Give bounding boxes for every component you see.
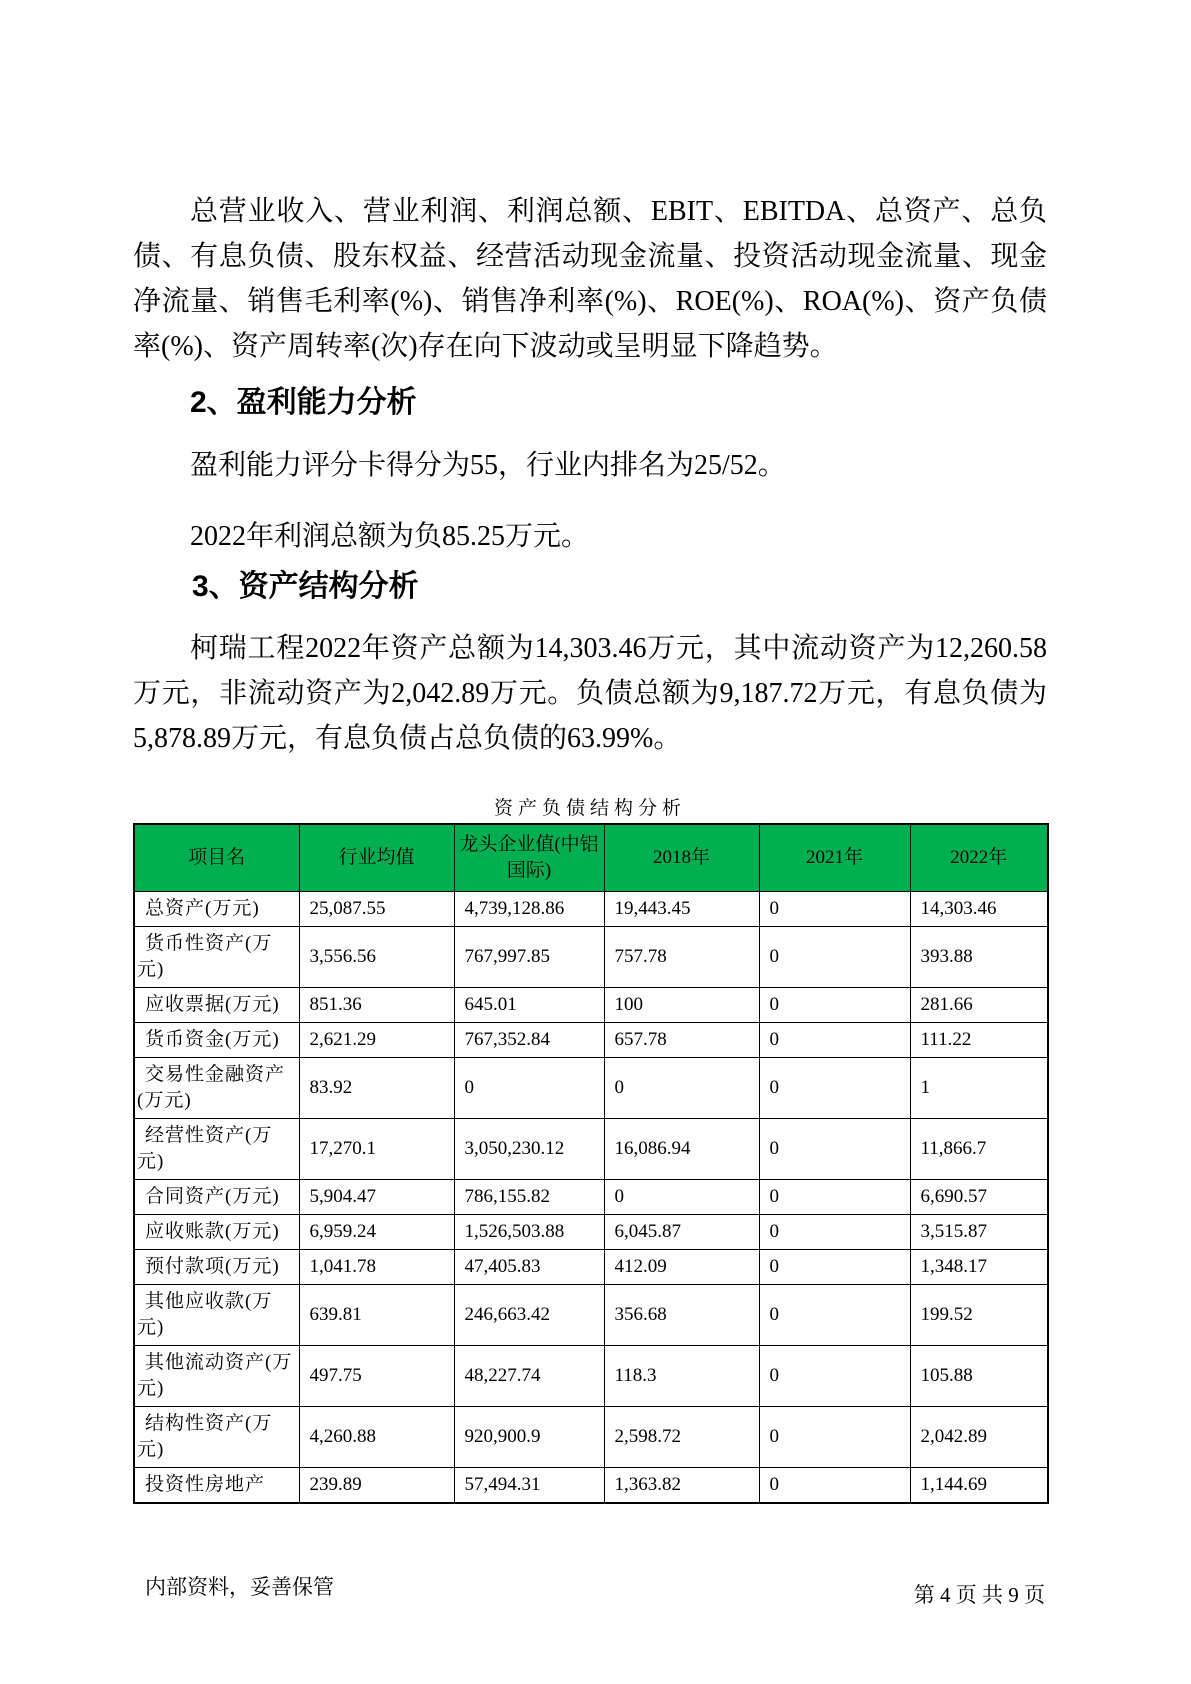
table-cell: 0 xyxy=(759,1285,910,1346)
row-label: 结构性资产(万元) xyxy=(134,1407,299,1468)
column-header: 2021年 xyxy=(759,824,910,892)
table-cell: 757.78 xyxy=(604,927,759,988)
table-cell: 0 xyxy=(759,1346,910,1407)
table-cell: 4,260.88 xyxy=(299,1407,454,1468)
paragraph-asset-structure: 柯瑞工程2022年资产总额为14,303.46万元，其中流动资产为12,260.58万元，非流动资产为2,042.89万元。负债总额为9,187.72万元，有息负债为5,878.89万元，有息负债占总负债的63.99%。 xyxy=(133,633,1047,754)
table-cell: 393.88 xyxy=(910,927,1048,988)
paragraph-trend-metrics: 总营业收入、营业利润、利润总额、EBIT、EBITDA、总资产、总负债、有息负债、股东权益、经营活动现金流量、投资活动现金流量、现金净流量、销售毛利率(%)、销售净利率(%)、ROE(%)、ROA(%)、资产负债率(%)、资产周转率(次)存在向下波动或呈明显下降趋势。 xyxy=(133,196,1047,362)
table-row xyxy=(134,988,1048,1023)
row-label: 交易性金融资产(万元) xyxy=(134,1058,299,1119)
table-cell: 0 xyxy=(759,1119,910,1180)
table-cell: 645.01 xyxy=(454,988,604,1023)
table-cell: 4,739,128.86 xyxy=(454,892,604,927)
row-label: 预付款项(万元) xyxy=(134,1250,299,1285)
footer-confidential-note: 内部资料，妥善保管 xyxy=(145,1576,334,1599)
table-cell: 786,155.82 xyxy=(454,1180,604,1215)
table-cell: 6,959.24 xyxy=(299,1215,454,1250)
table-cell: 2,042.89 xyxy=(910,1407,1048,1468)
table-cell: 16,086.94 xyxy=(604,1119,759,1180)
table-row xyxy=(134,892,1048,927)
table-title: 资产负债结构分析 xyxy=(493,798,686,819)
table-cell: 11,866.7 xyxy=(910,1119,1048,1180)
table-cell: 239.89 xyxy=(299,1468,454,1504)
table-row xyxy=(134,1346,1048,1407)
table-row xyxy=(134,927,1048,988)
table-cell: 0 xyxy=(604,1180,759,1215)
table-row xyxy=(134,1407,1048,1468)
row-label: 货币性资产(万元) xyxy=(134,927,299,988)
column-header: 龙头企业值(中铝国际) xyxy=(454,824,604,892)
row-label: 应收票据(万元) xyxy=(134,988,299,1023)
table-row xyxy=(134,1250,1048,1285)
table-cell: 281.66 xyxy=(910,988,1048,1023)
table-row xyxy=(134,1468,1048,1504)
footer-page-number: 第 4 页 共 9 页 xyxy=(913,1583,1045,1607)
table-cell: 57,494.31 xyxy=(454,1468,604,1504)
table-cell: 17,270.1 xyxy=(299,1119,454,1180)
table-cell: 111.22 xyxy=(910,1023,1048,1058)
table-cell: 497.75 xyxy=(299,1346,454,1407)
table-cell: 412.09 xyxy=(604,1250,759,1285)
table-cell: 2,621.29 xyxy=(299,1023,454,1058)
table-cell: 0 xyxy=(759,988,910,1023)
table-body xyxy=(134,892,1048,1504)
table-cell: 0 xyxy=(759,1407,910,1468)
section-heading-asset-structure: 3、资产结构分析 xyxy=(192,570,419,603)
table-cell: 657.78 xyxy=(604,1023,759,1058)
table-cell: 639.81 xyxy=(299,1285,454,1346)
column-header: 行业均值 xyxy=(299,824,454,892)
table-cell: 3,515.87 xyxy=(910,1215,1048,1250)
table-cell: 356.68 xyxy=(604,1285,759,1346)
row-label: 合同资产(万元) xyxy=(134,1180,299,1215)
table-cell: 47,405.83 xyxy=(454,1250,604,1285)
column-header: 项目名 xyxy=(134,824,299,892)
row-label: 其他应收款(万元) xyxy=(134,1285,299,1346)
table-cell: 0 xyxy=(759,1180,910,1215)
column-header: 2018年 xyxy=(604,824,759,892)
table-cell: 3,050,230.12 xyxy=(454,1119,604,1180)
table-cell: 0 xyxy=(759,1250,910,1285)
table-cell: 19,443.45 xyxy=(604,892,759,927)
table-header-row xyxy=(134,824,1048,892)
column-header: 2022年 xyxy=(910,824,1048,892)
table-row xyxy=(134,1285,1048,1346)
table-cell: 767,997.85 xyxy=(454,927,604,988)
table-row xyxy=(134,1119,1048,1180)
table-row xyxy=(134,1180,1048,1215)
table-cell: 0 xyxy=(454,1058,604,1119)
table-cell: 1,348.17 xyxy=(910,1250,1048,1285)
table-cell: 6,690.57 xyxy=(910,1180,1048,1215)
table-cell: 100 xyxy=(604,988,759,1023)
table-cell: 2,598.72 xyxy=(604,1407,759,1468)
section-heading-profitability: 2、盈利能力分析 xyxy=(190,386,417,419)
table-cell: 1 xyxy=(910,1058,1048,1119)
table-cell: 25,087.55 xyxy=(299,892,454,927)
table-cell: 3,556.56 xyxy=(299,927,454,988)
table-cell: 0 xyxy=(759,1023,910,1058)
row-label: 其他流动资产(万元) xyxy=(134,1346,299,1407)
table-cell: 199.52 xyxy=(910,1285,1048,1346)
table-cell: 105.88 xyxy=(910,1346,1048,1407)
row-label: 总资产(万元) xyxy=(134,892,299,927)
table-cell: 118.3 xyxy=(604,1346,759,1407)
table-cell: 1,144.69 xyxy=(910,1468,1048,1504)
table-cell: 851.36 xyxy=(299,988,454,1023)
table-cell: 246,663.42 xyxy=(454,1285,604,1346)
table-cell: 0 xyxy=(759,1468,910,1504)
row-label: 货币资金(万元) xyxy=(134,1023,299,1058)
table-row xyxy=(134,1058,1048,1119)
table-cell: 0 xyxy=(604,1058,759,1119)
table-cell: 83.92 xyxy=(299,1058,454,1119)
table-cell: 6,045.87 xyxy=(604,1215,759,1250)
asset-liability-table xyxy=(133,823,1049,1504)
table-cell: 14,303.46 xyxy=(910,892,1048,927)
table-row xyxy=(134,1215,1048,1250)
table-cell: 48,227.74 xyxy=(454,1346,604,1407)
table-cell: 1,041.78 xyxy=(299,1250,454,1285)
table-cell: 5,904.47 xyxy=(299,1180,454,1215)
row-label: 应收账款(万元) xyxy=(134,1215,299,1250)
table-cell: 1,363.82 xyxy=(604,1468,759,1504)
table-cell: 920,900.9 xyxy=(454,1407,604,1468)
paragraph-profitability-score: 盈利能力评分卡得分为55，行业内排名为25/52。 xyxy=(190,450,786,481)
paragraph-profit-2022: 2022年利润总额为负85.25万元。 xyxy=(190,521,590,552)
table-cell: 767,352.84 xyxy=(454,1023,604,1058)
table-cell: 0 xyxy=(759,892,910,927)
table-cell: 0 xyxy=(759,1215,910,1250)
table-cell: 0 xyxy=(759,927,910,988)
table-cell: 1,526,503.88 xyxy=(454,1215,604,1250)
table-cell: 0 xyxy=(759,1058,910,1119)
row-label: 经营性资产(万元) xyxy=(134,1119,299,1180)
table-row xyxy=(134,1023,1048,1058)
row-label: 投资性房地产 xyxy=(134,1468,299,1504)
